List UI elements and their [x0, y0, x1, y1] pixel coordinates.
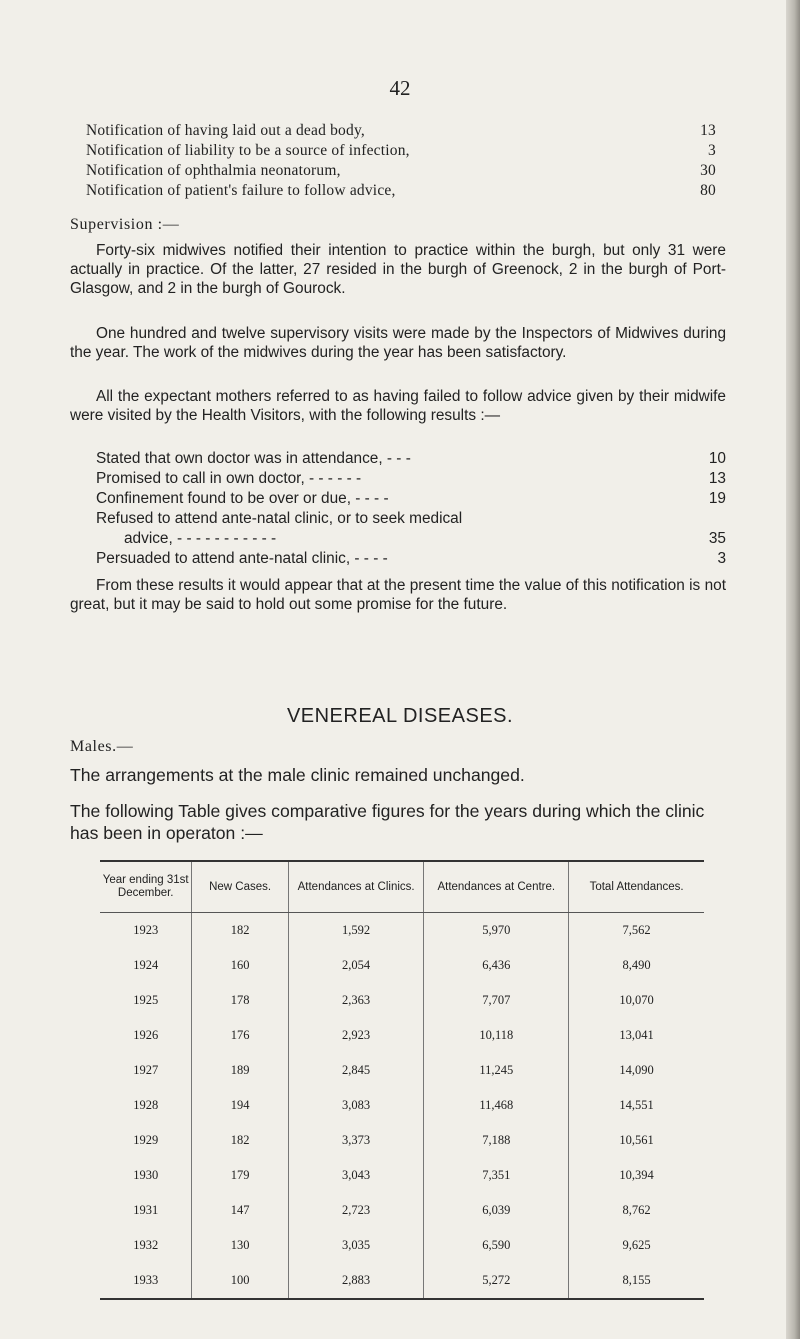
table-row [100, 983, 704, 1018]
result-value: 10 [708, 450, 726, 467]
cell-new-cases: 182 [192, 913, 288, 949]
cell-total: 8,762 [569, 1193, 704, 1228]
cell-year: 1929 [133, 1133, 159, 1147]
venereal-paragraph-2: The following Table gives comparative figures for the years during which the clinic has been in operaton :— [70, 801, 705, 843]
clinic-table [100, 860, 704, 1300]
cell-clinic: 2,054 [288, 948, 424, 983]
cell-total: 10,394 [569, 1158, 704, 1193]
cell-centre: 6,039 [424, 1193, 569, 1228]
notification-value: 30 [700, 162, 716, 179]
cell-total: 7,562 [569, 913, 704, 949]
notification-label: Notification of liability to be a source of infection, [86, 142, 410, 159]
result-label: Promised to call in own doctor, - - - - - - [96, 470, 362, 487]
notification-value: 13 [700, 122, 716, 139]
notification-line [86, 162, 716, 180]
notification-line [86, 122, 716, 140]
cell-new-cases: 176 [192, 1018, 288, 1053]
notification-line [86, 182, 716, 200]
page-number: 42 [389, 76, 411, 100]
header-total-attendances: Total Attendances. [569, 861, 704, 913]
cell-year: 1933 [100, 1263, 192, 1299]
cell-year: 1923 [133, 923, 159, 937]
cell-total: 13,041 [569, 1018, 704, 1053]
cell-new-cases: 194 [192, 1088, 288, 1123]
cell-year: 1924 [133, 958, 159, 972]
cell-year: 1931 [133, 1203, 159, 1217]
table-row [100, 913, 704, 949]
cell-new-cases: 189 [192, 1053, 288, 1088]
cell-new-cases: 130 [192, 1228, 288, 1263]
cell-clinic: 3,043 [288, 1158, 424, 1193]
cell-centre: 5,272 [424, 1263, 569, 1299]
header-attendances-centre: Attendances at Centre. [424, 861, 569, 913]
cell-clinic: 2,723 [288, 1193, 424, 1228]
notification-line [86, 142, 716, 160]
cell-year: 1930 [133, 1168, 159, 1182]
table-header-row [100, 861, 704, 913]
cell-total: 10,070 [569, 983, 704, 1018]
result-line [96, 510, 726, 528]
cell-total: 8,490 [569, 948, 704, 983]
cell-clinic: 3,373 [288, 1123, 424, 1158]
cell-total: 8,155 [569, 1263, 704, 1299]
result-value: 35 [708, 530, 726, 547]
cell-year: 1932 [133, 1238, 159, 1252]
cell-new-cases: 147 [192, 1193, 288, 1228]
result-value: 19 [708, 490, 726, 507]
notification-value: 80 [700, 182, 716, 199]
cell-centre: 7,351 [424, 1158, 569, 1193]
cell-year: 1925 [133, 993, 159, 1007]
table-row [100, 1193, 704, 1228]
cell-clinic: 2,363 [288, 983, 424, 1018]
table-row [100, 1088, 704, 1123]
result-value: 13 [708, 470, 726, 487]
cell-clinic: 2,923 [288, 1018, 424, 1053]
result-label: Refused to attend ante-natal clinic, or to seek medical [96, 510, 463, 527]
cell-new-cases: 182 [192, 1123, 288, 1158]
cell-centre: 7,707 [424, 983, 569, 1018]
header-new-cases: New Cases. [192, 861, 288, 913]
males-heading: Males.— [70, 738, 134, 755]
cell-year: 1928 [133, 1098, 159, 1112]
cell-total: 10,561 [569, 1123, 704, 1158]
page-edge-shadow [786, 0, 800, 1339]
supervision-paragraph-3: All the expectant mothers referred to as having failed to follow advice given by their midwife were visited by the Health Visitors, with the following results :— [70, 388, 726, 424]
header-year: Year ending 31st December. [100, 861, 192, 913]
table-row [100, 948, 704, 983]
cell-clinic: 2,845 [288, 1053, 424, 1088]
header-attendances-clinics: Attendances at Clinics. [288, 861, 424, 913]
result-line [96, 450, 726, 468]
cell-clinic: 2,883 [288, 1263, 424, 1299]
result-label: Confinement found to be over or due, - - - - [96, 490, 389, 507]
supervision-paragraph-1: Forty-six midwives notified their intention to practice within the burgh, but only 31 were actually in practice. Of the latter, 27 resided in the burgh of Greenock, 2 in the burgh of Port-Glasgow, and 2 in the burgh of Gourock. [70, 242, 726, 297]
cell-total: 14,090 [569, 1053, 704, 1088]
cell-centre: 6,590 [424, 1228, 569, 1263]
notification-label: Notification of ophthalmia neonatorum, [86, 162, 341, 179]
result-label: Stated that own doctor was in attendance, - - - [96, 450, 411, 467]
cell-year: 1927 [133, 1063, 159, 1077]
result-label: advice, - - - - - - - - - - - [124, 530, 277, 547]
supervision-paragraph-2: One hundred and twelve supervisory visits were made by the Inspectors of Midwives during the year. The work of the midwives during the year has been satisfactory. [70, 325, 726, 361]
cell-centre: 11,245 [424, 1053, 569, 1088]
cell-new-cases: 160 [192, 948, 288, 983]
cell-total: 14,551 [569, 1088, 704, 1123]
supervision-heading: Supervision :— [70, 216, 180, 233]
cell-new-cases: 100 [192, 1263, 288, 1299]
cell-centre: 10,118 [424, 1018, 569, 1053]
notification-label: Notification of having laid out a dead body, [86, 122, 365, 139]
result-line [96, 490, 726, 508]
table-row [100, 1018, 704, 1053]
result-line [96, 470, 726, 488]
venereal-diseases-title: VENEREAL DISEASES. [286, 705, 514, 727]
cell-new-cases: 179 [192, 1158, 288, 1193]
cell-new-cases: 178 [192, 983, 288, 1018]
venereal-paragraph-1: The arrangements at the male clinic remained unchanged. [70, 765, 525, 785]
supervision-paragraph-4: From these results it would appear that at the present time the value of this notification is not great, but it may be said to hold out some promise for the future. [70, 577, 726, 613]
result-line [124, 530, 726, 548]
cell-clinic: 3,083 [288, 1088, 424, 1123]
cell-centre: 7,188 [424, 1123, 569, 1158]
cell-year: 1926 [133, 1028, 159, 1042]
result-line [96, 550, 726, 568]
cell-clinic: 3,035 [288, 1228, 424, 1263]
result-value: 3 [717, 550, 726, 567]
cell-centre: 11,468 [424, 1088, 569, 1123]
table-row [100, 1263, 704, 1299]
table-row [100, 1053, 704, 1088]
result-value [696, 510, 726, 528]
cell-total: 9,625 [569, 1228, 704, 1263]
cell-centre: 6,436 [424, 948, 569, 983]
result-label: Persuaded to attend ante-natal clinic, - - - - [96, 550, 388, 567]
notification-value: 3 [708, 142, 716, 159]
table-row [100, 1158, 704, 1193]
notification-label: Notification of patient's failure to follow advice, [86, 182, 396, 199]
table-row [100, 1228, 704, 1263]
cell-centre: 5,970 [424, 913, 569, 949]
cell-clinic: 1,592 [288, 913, 424, 949]
table-row [100, 1123, 704, 1158]
